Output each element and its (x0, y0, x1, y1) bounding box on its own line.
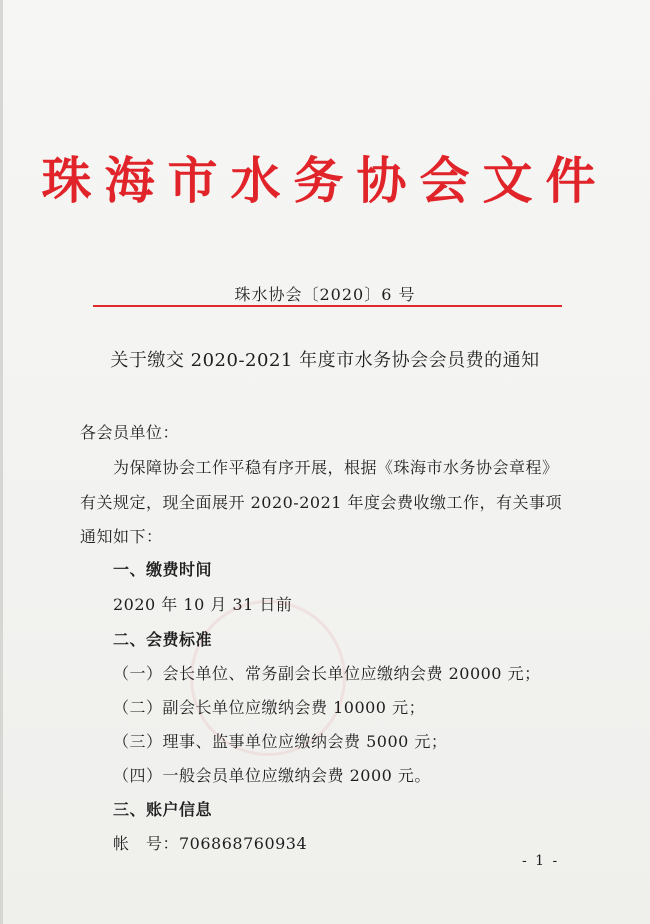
account-number: 帐 号：706868760934 (113, 834, 308, 853)
scan-edge (0, 0, 3, 924)
intro-line-1: 为保障协会工作平稳有序开展，根据《珠海市水务协会章程》 (113, 458, 559, 477)
fee-item-3: （三）理事、监事单位应缴纳会费 5000 元； (113, 732, 448, 751)
fee-item-1: （一）会长单位、常务副会长单位应缴纳会费 20000 元； (113, 664, 541, 683)
payment-deadline: 2020 年 10 月 31 日前 (113, 595, 293, 614)
salutation: 各会员单位： (80, 423, 180, 442)
fee-item-4: （四）一般会员单位应缴纳会费 2000 元。 (113, 766, 431, 785)
section-heading-account-info: 三、账户信息 (113, 800, 213, 819)
masthead-title: 珠海市水务协会文件 (41, 152, 609, 210)
red-divider-line (93, 305, 562, 307)
intro-line-3: 通知如下： (80, 527, 163, 546)
section-heading-fee-standard: 二、会费标准 (113, 630, 213, 649)
fee-item-2: （二）副会长单位应缴纳会费 10000 元； (113, 698, 426, 717)
page-number: - 1 - (522, 853, 560, 869)
document-number: 珠水协会〔2020〕6 号 (234, 285, 416, 304)
section-heading-payment-time: 一、缴费时间 (113, 560, 213, 579)
intro-line-2: 有关规定，现全面展开 2020-2021 年度会费收缴工作，有关事项 (80, 493, 563, 512)
notice-title: 关于缴交 2020-2021 年度市水务协会会员费的通知 (110, 350, 540, 371)
